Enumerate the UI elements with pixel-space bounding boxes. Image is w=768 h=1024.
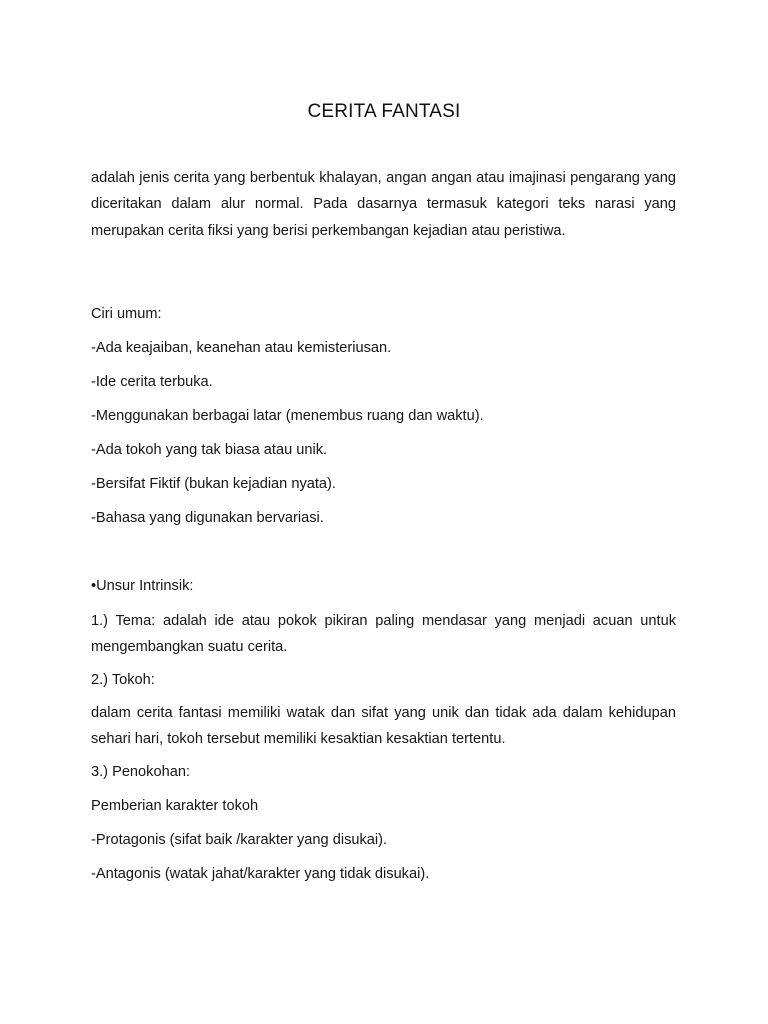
penokohan-text: Pemberian karakter tokoh <box>91 798 259 814</box>
intro-paragraph: adalah jenis cerita yang berbentuk khalayan, angan angan atau imajinasi pengarang yang diceritakan dalam alur normal. Pada dasarnya termasuk kategori teks narasi yang merupakan cerita fiksi yang berisi perkembangan kejadian atau peristiwa. <box>91 170 676 239</box>
ciri-item-2: -Ide cerita terbuka. <box>91 374 213 390</box>
ciri-item-4: -Ada tokoh yang tak biasa atau unik. <box>91 442 328 458</box>
unsur-intrinsik-heading: •Unsur Intrinsik: <box>91 578 194 594</box>
page-title: CERITA FANTASI <box>307 101 461 122</box>
ciri-item-6: -Bahasa yang digunakan bervariasi. <box>91 510 324 526</box>
tema-paragraph: 1.) Tema: adalah ide atau pokok pikiran paling mendasar yang menjadi acuan untuk mengembangkan suatu cerita. <box>91 613 676 656</box>
penokohan-item-1: -Protagonis (sifat baik /karakter yang disukai). <box>91 832 388 848</box>
ciri-item-3: -Menggunakan berbagai latar (menembus ruang dan waktu). <box>91 408 484 424</box>
ciri-umum-heading: Ciri umum: <box>91 306 162 322</box>
tokoh-paragraph: dalam cerita fantasi memiliki watak dan sifat yang unik dan tidak ada dalam kehidupan sehari hari, tokoh tersebut memiliki kesaktian kesaktian tertentu. <box>91 705 676 748</box>
penokohan-item-2: -Antagonis (watak jahat/karakter yang tidak disukai). <box>91 866 430 882</box>
tokoh-heading: 2.) Tokoh: <box>91 672 155 688</box>
ciri-item-5: -Bersifat Fiktif (bukan kejadian nyata). <box>91 476 336 492</box>
penokohan-heading: 3.) Penokohan: <box>91 764 190 780</box>
ciri-item-1: -Ada keajaiban, keanehan atau kemisteriusan. <box>91 340 392 356</box>
